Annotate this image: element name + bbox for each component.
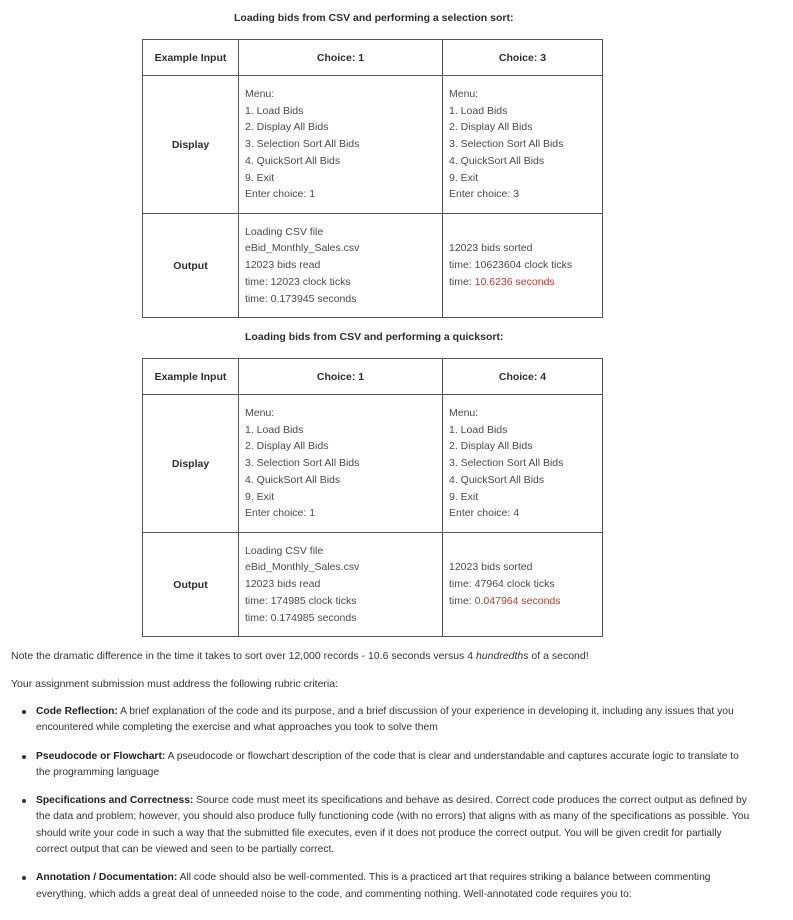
table-row — [143, 76, 603, 214]
choice-header: Choice: 3 — [443, 40, 603, 76]
text-line: 3. Selection Sort All Bids — [245, 457, 360, 470]
text-line: 1. Load Bids — [449, 104, 508, 117]
text-line: 3. Selection Sort All Bids — [449, 138, 564, 151]
text-line: time: 47964 clock ticks — [449, 578, 555, 591]
list-item: Pseudocode or Flowchart: A pseudocode or flowchart description of the code that is clear and understandable and captures accurate logic to translate to the programming language — [11, 749, 753, 782]
choice-header: Choice: 4 — [443, 359, 603, 395]
text-line: 4. QuickSort All Bids — [245, 154, 341, 167]
timing-note: Note the dramatic difference in the time it takes to sort over 12,000 records - 10.6 seconds versus 4 hundredths of a second! — [11, 650, 589, 662]
row-label-display: Display — [143, 395, 239, 533]
text-line: 12023 bids sorted — [449, 242, 533, 255]
display-cell — [443, 76, 603, 214]
text-line: Loading CSV file — [245, 544, 324, 557]
text-line: Enter choice: 1 — [245, 188, 316, 201]
sort-time-line: time: 10.6236 seconds — [449, 275, 555, 288]
text-line: Menu: — [449, 406, 479, 419]
text-line: time: 10623604 clock ticks — [449, 259, 573, 272]
text-line: 3. Selection Sort All Bids — [449, 457, 564, 470]
sort-time-value: 10.6236 seconds — [474, 275, 555, 288]
text-line: Loading CSV file — [245, 225, 324, 238]
output-cell — [443, 214, 603, 318]
rubric-intro: Your assignment submission must address the following rubric criteria: — [11, 678, 339, 690]
table-row — [143, 533, 603, 637]
sort-time-value: 0.047964 seconds — [474, 594, 561, 607]
text-line: eBid_Monthly_Sales.csv — [245, 561, 360, 574]
text-line: 1. Load Bids — [449, 423, 508, 436]
text-line: 12023 bids sorted — [449, 561, 533, 574]
text-line: Menu: — [245, 87, 275, 100]
text-line: Menu: — [449, 87, 479, 100]
row-label-output: Output — [143, 533, 239, 637]
text-line: time: 0.173945 seconds — [245, 292, 357, 305]
list-item: Specifications and Correctness: Source code must meet its specifications and behave as desired. Correct code produces the correct output as defined by the data and problem; however, you should also produce fully functioning code (with no errors) that aligns with as many of the specifications as possible. You should write your code in such a way that the submitted file executes, even if it does not produce the correct output. You will be given credit for partially correct output that can be viewed and seen to be partially correct. — [11, 793, 753, 858]
emphasis: hundredths — [475, 650, 529, 662]
text-line: 9. Exit — [449, 490, 479, 503]
text-line: 9. Exit — [245, 171, 275, 184]
text-line: 2. Display All Bids — [245, 121, 329, 134]
quicksort-table — [142, 358, 603, 637]
text-line: 1. Load Bids — [245, 104, 304, 117]
table-row — [143, 395, 603, 533]
table-row — [143, 214, 603, 318]
display-cell — [443, 395, 603, 533]
bullet-icon — [22, 755, 26, 759]
rubric-list — [11, 704, 753, 903]
bullet-icon — [22, 799, 26, 803]
text-line: 9. Exit — [449, 171, 479, 184]
row-label-display: Display — [143, 76, 239, 214]
selection-sort-table — [142, 39, 603, 318]
text-line: time: 12023 clock ticks — [245, 275, 351, 288]
text-line: Enter choice: 4 — [449, 507, 520, 520]
row-label-output: Output — [143, 214, 239, 318]
text-line: 3. Selection Sort All Bids — [245, 138, 360, 151]
choice-header: Choice: 1 — [239, 359, 443, 395]
choice-header: Choice: 1 — [239, 40, 443, 76]
text-line: time: 0.174985 seconds — [245, 611, 357, 624]
text-line: Enter choice: 3 — [449, 188, 520, 201]
text-line: 12023 bids read — [245, 259, 321, 272]
display-cell — [239, 395, 443, 533]
bullet-icon — [22, 710, 26, 714]
row-label-example-input: Example Input — [143, 40, 239, 76]
text-line: 4. QuickSort All Bids — [245, 473, 341, 486]
list-item: Annotation / Documentation: All code should also be well-commented. This is a practiced art that requires striking a balance between commenting everything, which adds a great deal of unneeded noise to the code, and commenting nothing. Well-annotated code requires you to: — [11, 870, 753, 903]
sort-time-line: time: 0.047964 seconds — [449, 594, 561, 607]
table-row — [143, 359, 603, 395]
row-label-example-input: Example Input — [143, 359, 239, 395]
text-line: 4. QuickSort All Bids — [449, 473, 545, 486]
text-line: eBid_Monthly_Sales.csv — [245, 242, 360, 255]
table-row — [143, 40, 603, 76]
text-line: 12023 bids read — [245, 578, 321, 591]
text-line: 2. Display All Bids — [245, 440, 329, 453]
text-line: time: 174985 clock ticks — [245, 594, 357, 607]
selection-sort-caption: Loading bids from CSV and performing a selection sort: — [234, 12, 514, 24]
list-item: Code Reflection: A brief explanation of the code and its purpose, and a brief discussion of your experience in developing it, including any issues that you encountered while completing the exercise and what approaches you took to solve them — [11, 704, 753, 737]
text-line: Menu: — [245, 406, 275, 419]
text-line: 2. Display All Bids — [449, 440, 533, 453]
quicksort-caption: Loading bids from CSV and performing a quicksort: — [245, 331, 504, 343]
output-cell — [443, 533, 603, 637]
text-line: 9. Exit — [245, 490, 275, 503]
text-line: 2. Display All Bids — [449, 121, 533, 134]
output-cell — [239, 533, 443, 637]
text-line: 1. Load Bids — [245, 423, 304, 436]
text-line: Enter choice: 1 — [245, 507, 316, 520]
bullet-icon — [22, 876, 26, 880]
text-line: 4. QuickSort All Bids — [449, 154, 545, 167]
display-cell — [239, 76, 443, 214]
output-cell — [239, 214, 443, 318]
